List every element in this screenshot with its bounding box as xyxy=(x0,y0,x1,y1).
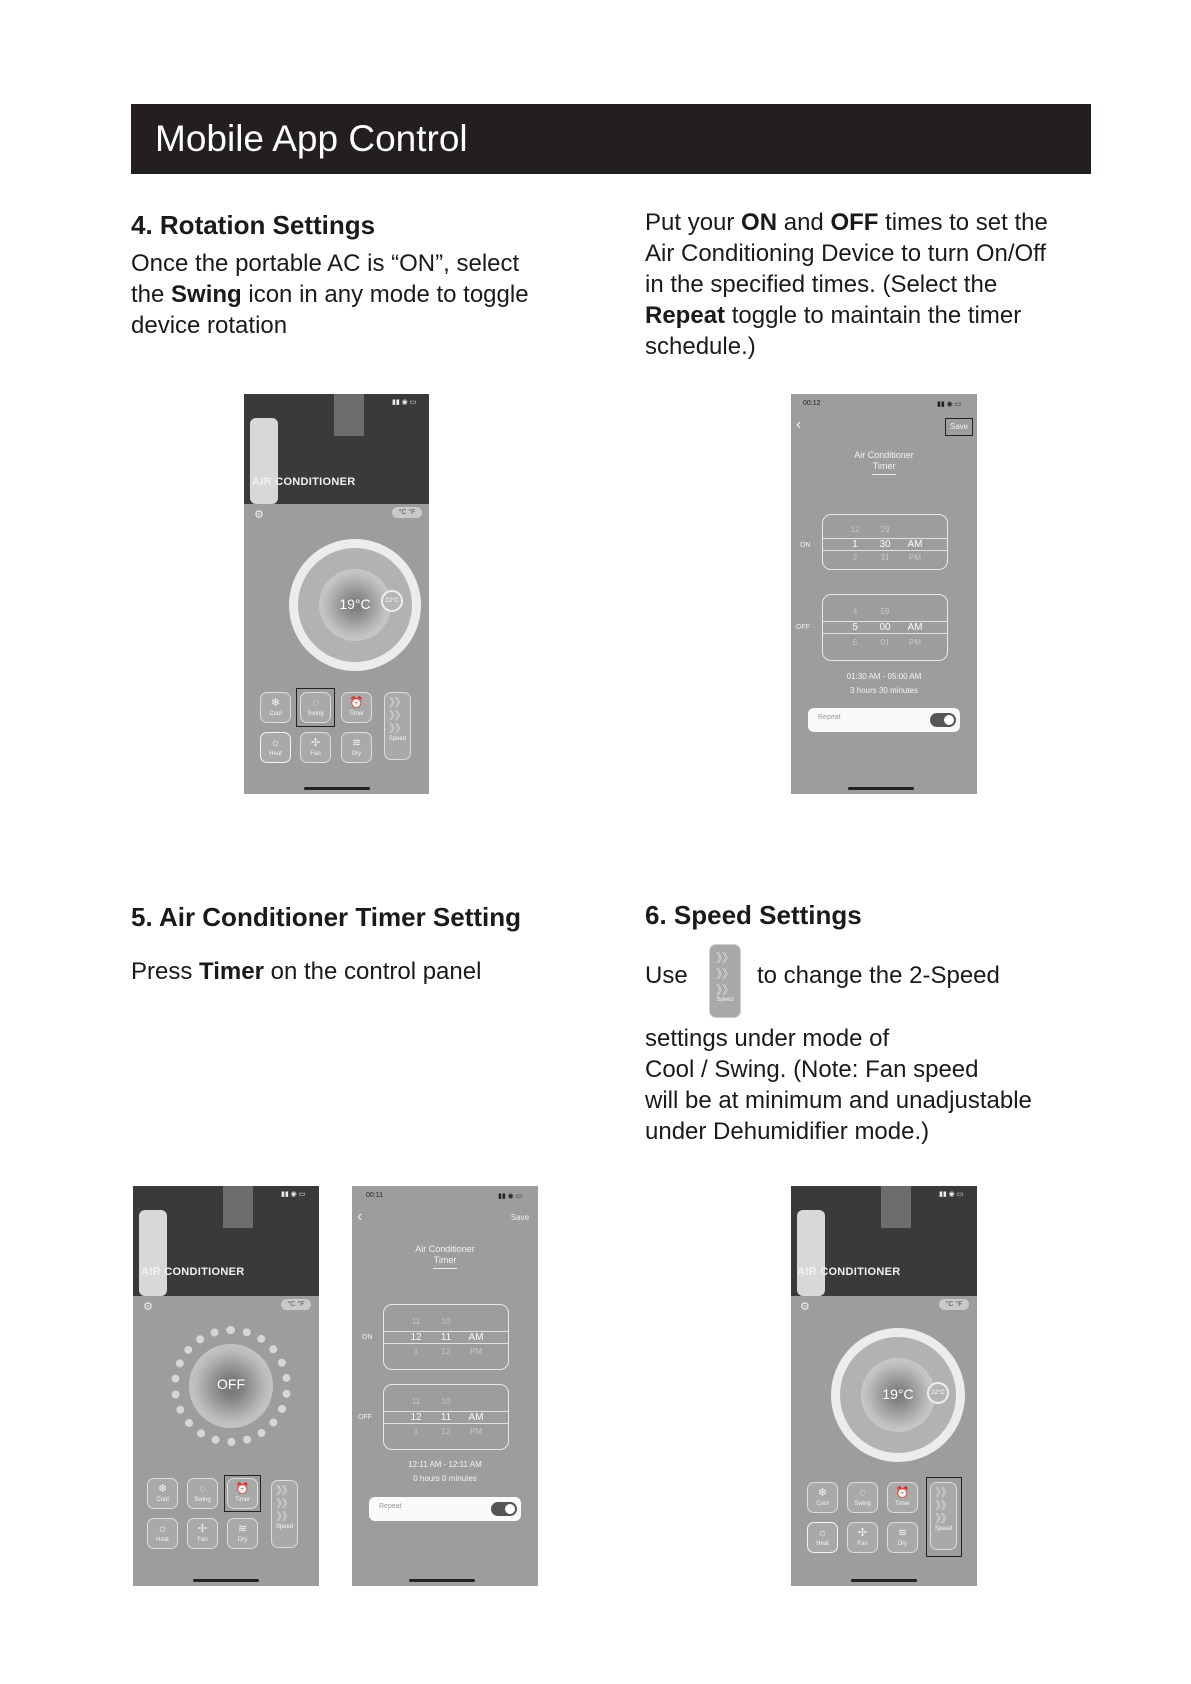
timer-setting-text-part: Press xyxy=(131,958,200,985)
home-indicator xyxy=(304,787,370,790)
picker-hour: 12 xyxy=(410,1332,422,1343)
rotation-line-3: device rotation xyxy=(131,312,288,339)
picker-row-selected xyxy=(823,621,947,634)
picker-row-selected xyxy=(384,1411,508,1424)
clock-icon: ⏰ xyxy=(349,697,364,709)
intro-text: times to set the xyxy=(878,209,1048,236)
picker-row-prev xyxy=(823,607,947,616)
timer-title-line-1: Air Conditioner xyxy=(415,1244,475,1254)
snowflake-icon: ❄ xyxy=(270,697,281,709)
timer-duration: 3 hours 30 minutes xyxy=(849,686,919,695)
dry-icon: ≋ xyxy=(351,737,362,749)
room-photo xyxy=(133,1186,319,1296)
repeat-toggle[interactable] xyxy=(491,1502,517,1516)
picker-hour: 1 xyxy=(413,1427,419,1436)
rotation-line-1: Once the portable AC is “ON”, select xyxy=(131,250,520,277)
dial-knob[interactable]: 22°C xyxy=(381,590,403,612)
speed-icon: 》》 xyxy=(389,697,406,709)
swing-button[interactable] xyxy=(847,1482,878,1513)
ac-screen-timer xyxy=(133,1186,319,1586)
speed-label: Speed xyxy=(934,1526,953,1532)
gear-icon[interactable]: ⚙ xyxy=(143,1301,153,1313)
timer-screen-1 xyxy=(791,394,977,794)
speed-line-3: Cool / Swing. (Note: Fan speed xyxy=(645,1056,979,1083)
picker-hour: 11 xyxy=(411,1397,421,1406)
swing-icon: ◌ xyxy=(199,1483,206,1495)
repeat-keyword: Repeat xyxy=(645,302,726,329)
speed-line-1: to change the 2-Speed xyxy=(757,962,1000,989)
dry-button[interactable] xyxy=(227,1518,258,1549)
ac-screen-swing xyxy=(244,394,429,794)
timer-intro-line-4 xyxy=(645,300,1105,331)
picker-ampm xyxy=(461,1317,491,1326)
cool-label: Cool xyxy=(269,711,282,717)
picker-minute: 30 xyxy=(879,539,891,550)
lamp-image xyxy=(223,1186,253,1228)
swing-keyword: Swing xyxy=(171,281,242,308)
picker-row-prev xyxy=(384,1397,508,1406)
rotation-settings-text xyxy=(131,248,591,341)
back-icon[interactable]: ‹ xyxy=(357,1208,363,1225)
speed-icon: 》》 xyxy=(389,710,406,722)
gear-icon[interactable]: ⚙ xyxy=(800,1301,810,1313)
timer-button[interactable] xyxy=(341,692,372,723)
off-label: OFF xyxy=(358,1414,372,1421)
cool-label: Cool xyxy=(816,1501,829,1507)
off-time-picker[interactable] xyxy=(822,594,948,661)
unit-toggle[interactable]: °C °F xyxy=(392,507,422,518)
unit-toggle[interactable]: °C °F xyxy=(939,1299,969,1310)
picker-ampm: PM xyxy=(909,553,921,562)
timer-label: Timer xyxy=(348,711,365,717)
status-time: 00:11 xyxy=(366,1192,383,1199)
repeat-row xyxy=(369,1497,521,1521)
timer-highlight xyxy=(224,1475,261,1512)
picker-ampm: AM xyxy=(468,1332,484,1343)
picker-hour: 1 xyxy=(852,539,858,550)
cool-label: Cool xyxy=(156,1497,169,1503)
toggle-knob xyxy=(944,715,954,725)
swing-icon: ◌ xyxy=(312,697,319,709)
picker-ampm xyxy=(900,607,930,616)
picker-row-selected xyxy=(384,1331,508,1344)
picker-row-next xyxy=(384,1347,508,1356)
intro-text: toggle to maintain the timer xyxy=(725,302,1022,329)
dial-knob[interactable]: 22°C xyxy=(927,1382,949,1404)
speed-icon: 》》 xyxy=(935,1513,952,1525)
timer-intro-line-1 xyxy=(645,207,1105,238)
gear-icon[interactable]: ⚙ xyxy=(254,509,264,521)
picker-row-next xyxy=(823,553,947,562)
swing-button[interactable] xyxy=(187,1478,218,1509)
home-indicator xyxy=(193,1579,259,1582)
fan-button[interactable] xyxy=(187,1518,218,1549)
picker-ampm: PM xyxy=(470,1427,482,1436)
back-icon[interactable]: ‹ xyxy=(796,416,802,433)
cool-button[interactable] xyxy=(807,1482,838,1513)
fan-label: Fan xyxy=(310,751,321,757)
dry-label: Dry xyxy=(897,1541,908,1547)
rotation-settings-heading: 4. Rotation Settings xyxy=(131,210,376,240)
timer-duration: 0 hours 0 minutes xyxy=(413,1474,477,1483)
dry-icon: ≋ xyxy=(897,1527,908,1539)
swing-icon: ◌ xyxy=(859,1487,866,1499)
intro-text: and xyxy=(777,209,831,236)
timer-title-line-1: Air Conditioner xyxy=(854,450,914,460)
timer-setting-heading: 5. Air Conditioner Timer Setting xyxy=(131,902,522,932)
picker-ampm xyxy=(461,1397,491,1406)
timer-title xyxy=(791,450,977,472)
picker-hour: 1 xyxy=(413,1347,419,1356)
ac-unit-image xyxy=(797,1210,825,1296)
speed-icon: 》》 xyxy=(715,983,734,997)
status-time: 00:12 xyxy=(803,400,821,407)
temperature-value: 19°C xyxy=(339,596,371,612)
swing-highlight xyxy=(296,688,335,727)
fan-icon: ✢ xyxy=(857,1527,868,1539)
home-indicator xyxy=(848,787,914,790)
speed-label: Speed xyxy=(716,997,734,1003)
status-icons: ▮▮ ◉ ▭ xyxy=(937,401,962,408)
timer-range: 12:11 AM - 12:11 AM xyxy=(408,1460,482,1469)
rotation-text: the xyxy=(131,281,172,308)
off-label: OFF xyxy=(796,624,810,631)
picker-hour: 6 xyxy=(852,638,858,647)
speed-highlight xyxy=(926,1477,962,1557)
picker-hour: 12 xyxy=(410,1412,422,1423)
dry-button[interactable] xyxy=(887,1522,918,1553)
timer-summary xyxy=(352,1458,538,1486)
unit-toggle[interactable]: °C °F xyxy=(281,1299,311,1310)
status-icons: ▮▮ ◉ ▭ xyxy=(498,1193,523,1200)
picker-ampm: PM xyxy=(909,638,921,647)
page-title: Mobile App Control xyxy=(155,118,468,159)
picker-minute: 31 xyxy=(880,553,890,562)
home-indicator xyxy=(851,1579,917,1582)
ac-title: AIR CONDITIONER xyxy=(797,1266,901,1278)
repeat-label: Repeat xyxy=(379,1503,402,1510)
speed-icon: 》》 xyxy=(935,1500,952,1512)
title-underline xyxy=(872,474,896,475)
picker-hour: 11 xyxy=(411,1317,421,1326)
heat-label: Heat xyxy=(156,1537,169,1543)
status-icons: ▮▮ ◉ ▭ xyxy=(392,399,417,406)
ac-screen-speed xyxy=(791,1186,977,1586)
fan-icon: ✢ xyxy=(310,737,321,749)
on-keyword: ON xyxy=(741,209,778,236)
speed-line-5: under Dehumidifier mode.) xyxy=(645,1118,930,1145)
fan-button[interactable] xyxy=(847,1522,878,1553)
speed-icon: 》》 xyxy=(389,723,406,735)
picker-minute: 59 xyxy=(880,607,890,616)
snowflake-icon: ❄ xyxy=(817,1487,828,1499)
title-underline xyxy=(433,1268,457,1269)
speed-icon: 》》 xyxy=(935,1487,952,1499)
on-time-picker[interactable] xyxy=(822,514,948,570)
picker-minute: 11 xyxy=(440,1412,452,1423)
swing-label: Swing xyxy=(194,1497,211,1503)
heat-button[interactable] xyxy=(807,1522,838,1553)
timer-title xyxy=(352,1244,538,1266)
picker-ampm xyxy=(900,525,930,534)
picker-row-selected xyxy=(823,538,947,551)
timer-range: 01:30 AM - 05:00 AM xyxy=(846,672,922,681)
sun-icon: ☼ xyxy=(817,1527,828,1539)
speed-settings-heading: 6. Speed Settings xyxy=(645,900,862,930)
ac-title: AIR CONDITIONER xyxy=(252,476,356,488)
speed-icon: 》》 xyxy=(276,1498,293,1510)
picker-minute: 29 xyxy=(880,525,890,534)
speed-label: Speed xyxy=(388,736,407,742)
timer-intro-line-3: in the specified times. (Select the xyxy=(645,271,998,298)
picker-minute: 10 xyxy=(441,1317,451,1326)
timer-title-line-2: Timer xyxy=(433,1255,457,1265)
dry-button[interactable] xyxy=(341,732,372,763)
timer-button[interactable] xyxy=(887,1482,918,1513)
home-indicator xyxy=(409,1579,475,1582)
speed-button[interactable] xyxy=(384,692,411,760)
picker-minute: 00 xyxy=(879,622,891,633)
picker-hour: 4 xyxy=(852,607,858,616)
ac-unit-image xyxy=(139,1210,167,1296)
speed-icon: 》》 xyxy=(715,951,734,965)
dry-label: Dry xyxy=(237,1537,248,1543)
temperature-display xyxy=(319,569,391,641)
speed-icon: 》》 xyxy=(276,1485,293,1497)
ac-unit-image xyxy=(250,418,278,504)
timer-intro-line-5: schedule.) xyxy=(645,333,756,360)
picker-row-prev xyxy=(384,1317,508,1326)
speed-icon: 》》 xyxy=(276,1511,293,1523)
picker-hour: 5 xyxy=(852,622,858,633)
room-photo xyxy=(791,1186,977,1296)
fan-label: Fan xyxy=(857,1541,868,1547)
intro-text: Put your xyxy=(645,209,742,236)
dry-icon: ≋ xyxy=(237,1523,248,1535)
cool-button[interactable] xyxy=(147,1478,178,1509)
picker-row-next xyxy=(384,1427,508,1436)
sun-icon: ☼ xyxy=(270,737,281,749)
save-button[interactable]: Save xyxy=(510,1213,530,1222)
speed-label: Speed xyxy=(275,1524,294,1530)
heat-button[interactable] xyxy=(260,732,291,763)
timer-label: Timer xyxy=(894,1501,911,1507)
sun-icon: ☼ xyxy=(157,1523,168,1535)
heat-button[interactable] xyxy=(147,1518,178,1549)
speed-line-4: will be at minimum and unadjustable xyxy=(645,1087,1032,1114)
fan-button[interactable] xyxy=(300,732,331,763)
picker-minute: 12 xyxy=(441,1427,451,1436)
speed-line-2: settings under mode of xyxy=(645,1025,890,1052)
page-header xyxy=(131,104,1091,174)
lamp-image xyxy=(881,1186,911,1228)
picker-ampm: PM xyxy=(470,1347,482,1356)
temperature-display xyxy=(861,1358,935,1432)
toggle-knob xyxy=(505,1504,515,1514)
speed-use-word: Use xyxy=(645,962,688,989)
rotation-line-2 xyxy=(131,279,591,310)
snowflake-icon: ❄ xyxy=(157,1483,168,1495)
timer-screen-2 xyxy=(352,1186,538,1586)
on-label: ON xyxy=(362,1334,373,1341)
fan-label: Fan xyxy=(197,1537,208,1543)
off-keyword: OFF xyxy=(830,209,879,236)
picker-minute: 12 xyxy=(441,1347,451,1356)
ac-title: AIR CONDITIONER xyxy=(141,1266,245,1278)
dry-label: Dry xyxy=(351,751,362,757)
repeat-toggle[interactable] xyxy=(930,713,956,727)
clock-icon: ⏰ xyxy=(895,1487,910,1499)
off-time-picker[interactable] xyxy=(383,1384,509,1450)
timer-setting-text xyxy=(131,956,591,987)
fan-icon: ✢ xyxy=(197,1523,208,1535)
rotation-text: icon in any mode to toggle xyxy=(241,281,529,308)
picker-minute: 11 xyxy=(440,1332,452,1343)
timer-setting-text-part: on the control panel xyxy=(263,958,482,985)
clock-icon: ⏰ xyxy=(235,1483,250,1495)
picker-minute: 10 xyxy=(441,1397,451,1406)
picker-ampm: AM xyxy=(907,539,923,550)
power-display xyxy=(189,1344,273,1428)
heat-label: Heat xyxy=(816,1541,829,1547)
status-icons: ▮▮ ◉ ▭ xyxy=(281,1191,306,1198)
on-label: ON xyxy=(800,542,811,549)
picker-hour: 2 xyxy=(852,553,858,562)
speed-settings-text xyxy=(645,1023,1105,1147)
picker-row-next xyxy=(823,638,947,647)
timer-summary xyxy=(791,670,977,698)
swing-label: Swing xyxy=(854,1501,871,1507)
timer-intro-line-2: Air Conditioning Device to turn On/Off xyxy=(645,240,1047,267)
picker-ampm: AM xyxy=(907,622,923,633)
repeat-row xyxy=(808,708,960,732)
on-time-picker[interactable] xyxy=(383,1304,509,1370)
timer-title-line-2: Timer xyxy=(872,461,896,471)
picker-row-prev xyxy=(823,525,947,534)
timer-intro-text xyxy=(645,207,1105,362)
timer-label: Timer xyxy=(234,1497,251,1503)
picker-minute: 01 xyxy=(880,638,890,647)
status-icons: ▮▮ ◉ ▭ xyxy=(939,1191,964,1198)
power-status: OFF xyxy=(217,1376,245,1392)
picker-hour: 12 xyxy=(850,525,860,534)
save-button[interactable]: Save xyxy=(945,418,973,436)
repeat-label: Repeat xyxy=(818,714,841,721)
timer-keyword: Timer xyxy=(199,958,264,985)
temperature-value: 19°C xyxy=(882,1386,914,1402)
speed-icon: 》》 xyxy=(715,967,734,981)
picker-ampm: AM xyxy=(468,1412,484,1423)
swing-label: Swing xyxy=(307,711,324,717)
cool-button[interactable] xyxy=(260,692,291,723)
speed-button[interactable] xyxy=(271,1480,298,1548)
lamp-image xyxy=(334,394,364,436)
speed-button-inline-icon xyxy=(709,944,741,1018)
heat-label: Heat xyxy=(269,751,282,757)
